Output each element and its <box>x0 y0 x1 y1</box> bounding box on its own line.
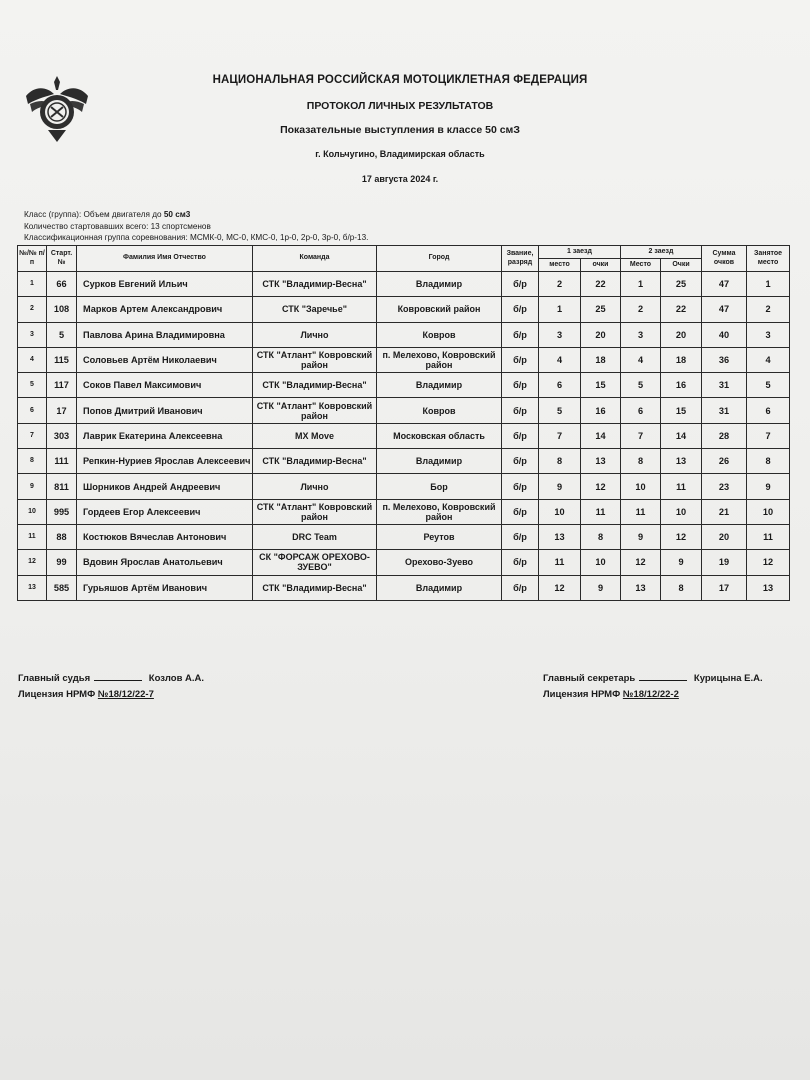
start-number: 811 <box>47 474 77 499</box>
final-place: 13 <box>747 575 790 600</box>
rank-value: б/р <box>502 575 539 600</box>
heat2-place: 6 <box>621 398 661 423</box>
rank-value: б/р <box>502 373 539 398</box>
col-team: Команда <box>253 246 377 272</box>
points-sum: 26 <box>702 449 747 474</box>
table-row <box>18 297 790 322</box>
start-number: 111 <box>47 449 77 474</box>
judge-license-label: Лицензия НРМФ <box>18 689 96 700</box>
row-index: 6 <box>18 398 47 423</box>
athlete-name: Гурьяшов Артём Иванович <box>77 575 253 600</box>
row-index: 12 <box>18 550 47 575</box>
rank-value: б/р <box>502 272 539 297</box>
secretary-license-number: №18/12/22-2 <box>622 689 679 700</box>
classification-line: Классификационная группа соревнования: МСМК-0, МС-0, КМС-0, 1р-0, 2р-0, 3р-0, б/р-13. <box>24 233 369 242</box>
table-header-row <box>18 246 790 259</box>
final-place: 6 <box>747 398 790 423</box>
col-start: Старт. № <box>47 246 77 272</box>
heat2-place: 2 <box>621 297 661 322</box>
points-sum: 31 <box>702 398 747 423</box>
heat2-place: 9 <box>621 524 661 549</box>
heat1-points: 12 <box>581 474 621 499</box>
heat1-place: 2 <box>539 272 581 297</box>
start-number: 585 <box>47 575 77 600</box>
final-place: 8 <box>747 449 790 474</box>
heat2-points: 9 <box>661 550 702 575</box>
heat1-place: 7 <box>539 423 581 448</box>
team-name: СТК "Атлант" Ковровский район <box>253 499 377 524</box>
class-line: Показательные выступления в классе 50 смЗ <box>280 124 520 136</box>
final-place: 7 <box>747 423 790 448</box>
col-place2: Место <box>621 259 661 272</box>
athlete-name: Павлова Арина Владимировна <box>77 322 253 347</box>
heat1-place: 13 <box>539 524 581 549</box>
points-sum: 17 <box>702 575 747 600</box>
city-name: Владимир <box>377 373 502 398</box>
col-name: Фамилия Имя Отчество <box>77 246 253 272</box>
athlete-name: Соловьев Артём Николаевич <box>77 347 253 372</box>
col-heat1: 1 заезд <box>539 246 621 259</box>
group-label: Класс (группа): Объем двигателя до <box>24 210 162 219</box>
col-points2: Очки <box>661 259 702 272</box>
team-name: MX Move <box>253 423 377 448</box>
start-number: 117 <box>47 373 77 398</box>
table-row <box>18 322 790 347</box>
col-points1: очки <box>581 259 621 272</box>
table-row <box>18 272 790 297</box>
city-name: Владимир <box>377 575 502 600</box>
athlete-name: Гордеев Егор Алексеевич <box>77 499 253 524</box>
row-index: 10 <box>18 499 47 524</box>
team-name: Лично <box>253 322 377 347</box>
athlete-name: Соков Павел Максимович <box>77 373 253 398</box>
heat2-points: 20 <box>661 322 702 347</box>
final-place: 1 <box>747 272 790 297</box>
heat1-place: 4 <box>539 347 581 372</box>
judge-signature-line <box>94 680 142 681</box>
final-place: 12 <box>747 550 790 575</box>
secretary-signature-line <box>639 680 687 681</box>
row-index: 3 <box>18 322 47 347</box>
rank-value: б/р <box>502 449 539 474</box>
heat2-place: 11 <box>621 499 661 524</box>
team-name: СК "ФОРСАЖ ОРЕХОВО-ЗУЕВО" <box>253 550 377 575</box>
secretary-label: Главный секретарь <box>543 673 636 684</box>
athlete-name: Сурков Евгений Ильич <box>77 272 253 297</box>
nrmf-emblem-icon <box>24 74 90 144</box>
col-rank: Звание, разряд <box>502 246 539 272</box>
secretary-license-label: Лицензия НРМФ <box>543 689 621 700</box>
points-sum: 23 <box>702 474 747 499</box>
city-name: Ковровский район <box>377 297 502 322</box>
heat1-place: 5 <box>539 398 581 423</box>
start-number: 995 <box>47 499 77 524</box>
rank-value: б/р <box>502 499 539 524</box>
athlete-name: Попов Дмитрий Иванович <box>77 398 253 423</box>
col-idx: №/№ п/п <box>18 246 47 272</box>
row-index: 9 <box>18 474 47 499</box>
heat1-place: 10 <box>539 499 581 524</box>
row-index: 1 <box>18 272 47 297</box>
points-sum: 21 <box>702 499 747 524</box>
rank-value: б/р <box>502 297 539 322</box>
row-index: 11 <box>18 524 47 549</box>
city-name: Владимир <box>377 272 502 297</box>
heat2-points: 8 <box>661 575 702 600</box>
heat1-points: 15 <box>581 373 621 398</box>
athlete-name: Лаврик Екатерина Алексеевна <box>77 423 253 448</box>
start-number: 17 <box>47 398 77 423</box>
heat1-points: 10 <box>581 550 621 575</box>
city-name: Орехово-Зуево <box>377 550 502 575</box>
city-name: Московская область <box>377 423 502 448</box>
rank-value: б/р <box>502 347 539 372</box>
table-row <box>18 575 790 600</box>
heat1-points: 18 <box>581 347 621 372</box>
points-sum: 47 <box>702 297 747 322</box>
table-row <box>18 550 790 575</box>
city-name: п. Мелехово, Ковровский район <box>377 499 502 524</box>
row-index: 5 <box>18 373 47 398</box>
table-row <box>18 449 790 474</box>
heat1-place: 11 <box>539 550 581 575</box>
heat2-place: 1 <box>621 272 661 297</box>
row-index: 4 <box>18 347 47 372</box>
heat2-points: 16 <box>661 373 702 398</box>
start-number: 5 <box>47 322 77 347</box>
athlete-name: Марков Артем Александрович <box>77 297 253 322</box>
team-name: DRC Team <box>253 524 377 549</box>
points-sum: 19 <box>702 550 747 575</box>
judge-license-number: №18/12/22-7 <box>97 689 154 700</box>
heat1-points: 13 <box>581 449 621 474</box>
judge-label: Главный судья <box>18 673 91 684</box>
heat1-points: 14 <box>581 423 621 448</box>
city-name: п. Мелехово, Ковровский район <box>377 347 502 372</box>
heat1-points: 9 <box>581 575 621 600</box>
team-name: СТК "Владимир-Весна" <box>253 272 377 297</box>
team-name: СТК "Атлант" Ковровский район <box>253 398 377 423</box>
judge-license-line <box>18 687 204 703</box>
heat1-points: 8 <box>581 524 621 549</box>
rank-value: б/р <box>502 550 539 575</box>
heat2-points: 14 <box>661 423 702 448</box>
col-sum: Сумма очков <box>702 246 747 272</box>
start-number: 88 <box>47 524 77 549</box>
heat1-points: 25 <box>581 297 621 322</box>
team-name: СТК "Заречье" <box>253 297 377 322</box>
athlete-name: Костюков Вячеслав Антонович <box>77 524 253 549</box>
heat1-points: 16 <box>581 398 621 423</box>
points-sum: 36 <box>702 347 747 372</box>
protocol-title: ПРОТОКОЛ ЛИЧНЫХ РЕЗУЛЬТАТОВ <box>306 100 494 112</box>
team-name: СТК "Владимир-Весна" <box>253 575 377 600</box>
heat1-place: 3 <box>539 322 581 347</box>
table-row <box>18 347 790 372</box>
heat2-place: 10 <box>621 474 661 499</box>
heat1-place: 1 <box>539 297 581 322</box>
secretary-block <box>543 671 763 703</box>
final-place: 9 <box>747 474 790 499</box>
start-number: 108 <box>47 297 77 322</box>
points-sum: 47 <box>702 272 747 297</box>
points-sum: 40 <box>702 322 747 347</box>
document-header <box>180 74 620 184</box>
location: г. Кольчугино, Владимирская область <box>315 149 485 159</box>
heat2-place: 13 <box>621 575 661 600</box>
points-sum: 31 <box>702 373 747 398</box>
heat1-points: 20 <box>581 322 621 347</box>
table-row <box>18 423 790 448</box>
results-body <box>18 272 790 601</box>
heat2-place: 4 <box>621 347 661 372</box>
competition-info <box>24 209 368 244</box>
heat2-points: 22 <box>661 297 702 322</box>
group-line <box>24 209 368 221</box>
secretary-line <box>543 671 763 687</box>
judge-line <box>18 671 204 687</box>
team-name: Лично <box>253 474 377 499</box>
team-name: СТК "Атлант" Ковровский район <box>253 347 377 372</box>
heat2-place: 5 <box>621 373 661 398</box>
points-sum: 28 <box>702 423 747 448</box>
col-heat2: 2 заезд <box>621 246 702 259</box>
final-place: 5 <box>747 373 790 398</box>
start-number: 303 <box>47 423 77 448</box>
heat2-points: 25 <box>661 272 702 297</box>
secretary-license-line <box>543 687 763 703</box>
heat2-points: 11 <box>661 474 702 499</box>
city-name: Ковров <box>377 398 502 423</box>
row-index: 7 <box>18 423 47 448</box>
results-table <box>17 245 790 601</box>
heat2-place: 3 <box>621 322 661 347</box>
team-name: СТК "Владимир-Весна" <box>253 373 377 398</box>
heat1-points: 22 <box>581 272 621 297</box>
city-name: Владимир <box>377 449 502 474</box>
rank-value: б/р <box>502 524 539 549</box>
table-row <box>18 398 790 423</box>
row-index: 2 <box>18 297 47 322</box>
athlete-name: Шорников Андрей Андреевич <box>77 474 253 499</box>
table-row <box>18 524 790 549</box>
judge-name: Козлов А.А. <box>148 673 205 684</box>
athlete-name: Репкин-Нуриев Ярослав Алексеевич <box>77 449 253 474</box>
rank-value: б/р <box>502 398 539 423</box>
secretary-name: Курицына Е.А. <box>693 673 763 684</box>
heat2-place: 7 <box>621 423 661 448</box>
heat1-place: 12 <box>539 575 581 600</box>
start-number: 99 <box>47 550 77 575</box>
row-index: 13 <box>18 575 47 600</box>
table-row <box>18 474 790 499</box>
start-number: 66 <box>47 272 77 297</box>
final-place: 3 <box>747 322 790 347</box>
team-name: СТК "Владимир-Весна" <box>253 449 377 474</box>
heat2-points: 13 <box>661 449 702 474</box>
event-date: 17 августа 2024 г. <box>361 174 439 184</box>
federation-title: НАЦИОНАЛЬНАЯ РОССИЙСКАЯ МОТОЦИКЛЕТНАЯ ФЕДЕРАЦИЯ <box>212 74 588 86</box>
heat1-place: 8 <box>539 449 581 474</box>
heat1-points: 11 <box>581 499 621 524</box>
starters-line: Количество стартовавших всего: 13 спортсменов <box>24 221 211 231</box>
group-value: 50 см3 <box>163 210 191 219</box>
table-row <box>18 373 790 398</box>
city-name: Бор <box>377 474 502 499</box>
rank-value: б/р <box>502 474 539 499</box>
heat1-place: 6 <box>539 373 581 398</box>
final-place: 11 <box>747 524 790 549</box>
athlete-name: Вдовин Ярослав Анатольевич <box>77 550 253 575</box>
judge-block <box>18 671 204 703</box>
col-place1: место <box>539 259 581 272</box>
final-place: 2 <box>747 297 790 322</box>
table-row <box>18 499 790 524</box>
heat2-points: 12 <box>661 524 702 549</box>
heat2-points: 10 <box>661 499 702 524</box>
col-city: Город <box>377 246 502 272</box>
heat2-points: 18 <box>661 347 702 372</box>
heat2-points: 15 <box>661 398 702 423</box>
start-number: 115 <box>47 347 77 372</box>
col-final: Занятое место <box>747 246 790 272</box>
rank-value: б/р <box>502 322 539 347</box>
final-place: 4 <box>747 347 790 372</box>
city-name: Ковров <box>377 322 502 347</box>
points-sum: 20 <box>702 524 747 549</box>
rank-value: б/р <box>502 423 539 448</box>
heat2-place: 12 <box>621 550 661 575</box>
row-index: 8 <box>18 449 47 474</box>
city-name: Реутов <box>377 524 502 549</box>
heat2-place: 8 <box>621 449 661 474</box>
final-place: 10 <box>747 499 790 524</box>
heat1-place: 9 <box>539 474 581 499</box>
